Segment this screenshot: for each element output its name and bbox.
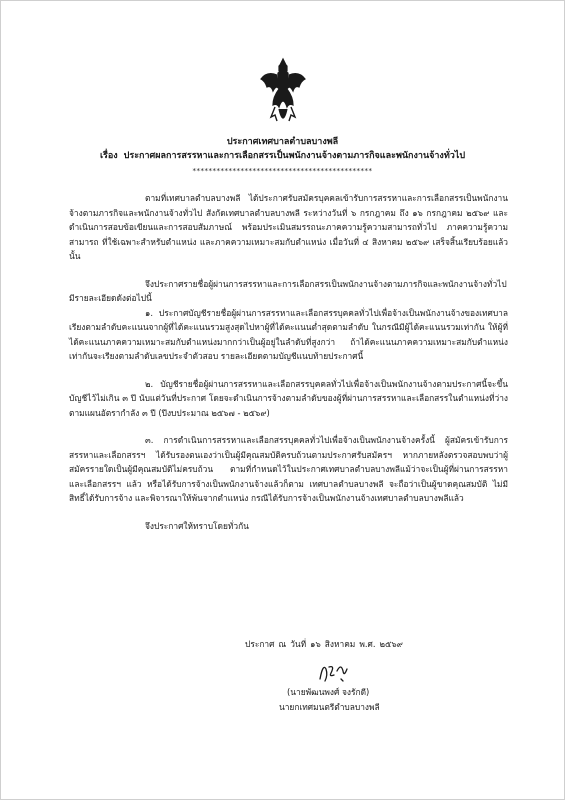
paragraph-item-2: ๒. บัญชีรายชื่อผู้ผ่านการสรรหาและเลือกสรรบุคคลทั่วไปเพื่อจ้างเป็นพนักงานจ้างตามประกาศนี้จะขึ้นบัญชีไว้ไม่เกิน ๓ ปี นับแต่วันที่ประกาศ โดยจะดำเนินการจ้างตามลำดับของผู้ที่ผ่านการสรรหาและเลือกสรรในตำแหน่งที่ว่างตามแผนอัตรากำลัง ๓ ปี (ปีงบประมาณ ๒๕๖๗ - ๒๕๖๙)	[69, 378, 508, 418]
garuda-emblem-icon	[259, 57, 307, 129]
paragraph-item-3: ๓. การดำเนินการสรรหาและเลือกสรรบุคคลทั่วไปเพื่อจ้างเป็นพนักงานจ้างครั้งนี้ ผู้สมัครเข้ารับการสรรหาและเลือกสรรฯ ได้รับรองตนเองว่าเป็นผู้มีคุณสมบัติครบถ้วนตามประกาศรับสมัครฯ หากภายหลังตรวจสอบพบว่าผู้สมัครรายใดเป็นผู้มีคุณสมบัติไม่ครบถ้วน ตามที่กำหนดไว้ในประกาศเทศบาลตำบลบางพลีแม้ว่าจะเป็นผู้ที่ผ่านการสรรหาและเลือกสรรฯ แล้ว หรือได้รับการจ้างเป็นพนักงานจ้างแล้วก็ตาม เทศบาลตำบลบางพลี จะถือว่าเป็นผู้ขาดคุณสมบัติ ไม่มีสิทธิ์ได้รับการจ้าง และพิจารณาให้พ้นจากตำแหน่ง กรณีได้รับการจ้างเป็นพนักงานจ้างเทศบาลตำบลบางพลีแล้ว	[69, 435, 508, 503]
document-body	[69, 191, 508, 533]
signer-name: (นายพัฒนพงศ์ จงรักดี)	[287, 687, 370, 697]
document-header	[1, 135, 564, 178]
given-at-word: ประกาศ	[245, 639, 275, 649]
paragraph-announcement: จึงประกาศรายชื่อผู้ผ่านการสรรหาและการเลือกสรรเป็นพนักงานจ้างตามภารกิจและพนักงานจ้างทั่วไป มีรายละเอียดดังต่อไปนี้	[69, 278, 507, 303]
subject-line	[1, 149, 564, 163]
paragraph-item-1: ๑. ประกาศบัญชีรายชื่อผู้ผ่านการสรรหาและเลือกสรรบุคคลทั่วไปเพื่อจ้างเป็นพนักงานจ้างของเทศบาล เรียงตามลำดับคะแนนจากผู้ที่ได้คะแนนรวมสูงสุดไปหาผู้ที่ได้คะแนนต่ำสุดตามลำดับ ในกรณีมีผู้ได้คะแนนรวมเท่ากัน ให้ผู้ที่ได้คะแนนภาคความเหมาะสมกับตำแหน่งมากกว่าเป็นผู้อยู่ในลำดับที่สูงกว่า ถ้าได้คะแนนภาคความเหมาะสมกับตำแหน่งเท่ากันจะเรียงตามลำดับเลขประจำตัวสอบ รายละเอียดตามบัญชีแนบท้ายประกาศนี้	[69, 307, 508, 361]
subject-label: เรื่อง	[99, 151, 118, 161]
separator: *********************************************	[192, 167, 373, 175]
given-at-word: พ.ศ.	[359, 639, 376, 649]
given-at-word: ณ	[278, 639, 287, 649]
given-year: ๒๕๖๙	[379, 639, 403, 649]
given-at-word: วันที่	[290, 639, 307, 649]
paragraph-closing: จึงประกาศให้ทราบโดยทั่วกัน	[145, 520, 249, 531]
signer-title: นายกเทศมนตรีตำบลบางพลี	[279, 702, 380, 712]
subject-text: ประกาศผลการสรรหาและการเลือกสรรเป็นพนักงานจ้างตามภารกิจและพนักงานจ้างทั่วไป	[123, 151, 466, 161]
given-month: สิงหาคม	[324, 639, 356, 649]
organization-title: ประกาศเทศบาลตำบลบางพลี	[226, 137, 339, 147]
signature-icon	[317, 659, 351, 685]
paragraph-intro: ตามที่เทศบาลตำบลบางพลี ได้ประกาศรับสมัครบุคคลเข้ารับการสรรหาและการเลือกสรรเป็นพนักงานจ้างตามภารกิจและพนักงานจ้างทั่วไป สังกัดเทศบาลตำบลบางพลี ระหว่างวันที่ ๖ กรกฎาคม ถึง ๑๖ กรกฎาคม ๒๕๖๙ และดำเนินการสอบข้อเขียนและการสอบสัมภาษณ์ พร้อมประเมินสมรรถนะภาคความรู้ความสามารถทั่วไป ภาคความรู้ความสามารถ ที่ใช้เฉพาะสำหรับตำแหน่ง และภาคความเหมาะสมกับตำแหน่ง เมื่อวันที่ ๔ สิงหาคม ๒๕๖๙ เสร็จสิ้นเรียบร้อยแล้ว นั้น	[69, 193, 508, 261]
given-day: ๑๖	[310, 639, 321, 649]
given-at-line	[245, 637, 403, 652]
